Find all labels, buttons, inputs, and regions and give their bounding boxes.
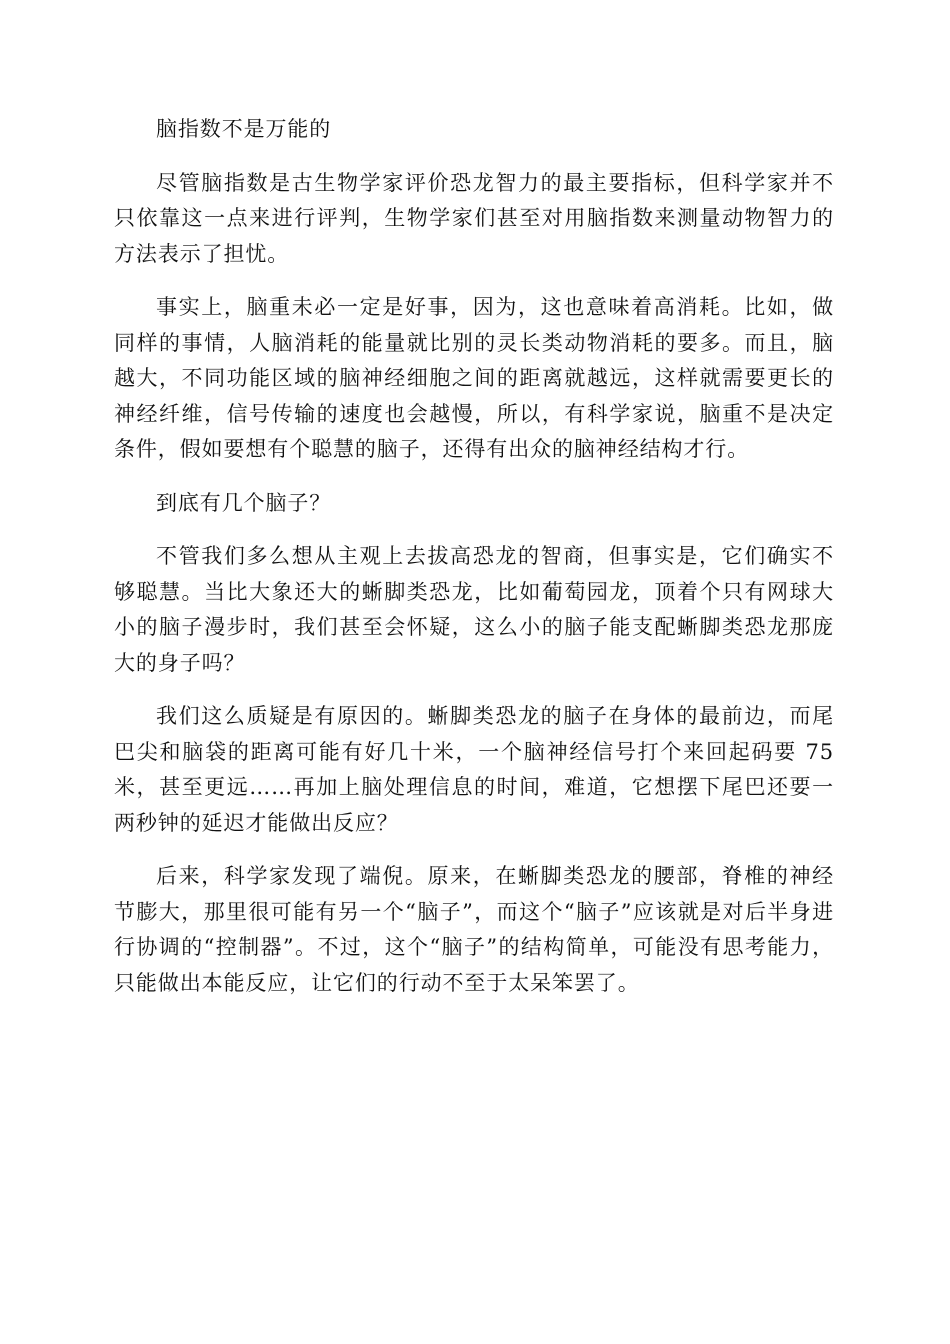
paragraph-sauropod-small-brain: 不管我们多么想从主观上去拔高恐龙的智商，但事实是，它们确实不够聪慧。当比大象还大的蜥脚类恐龙，比如葡萄园龙，顶着个只有网球大小的脑子漫步时，我们甚至会怀疑，这么小的脑子能支配蜥脚类恐龙那庞大的身子吗？: [114, 544, 834, 675]
document-body: [114, 112, 834, 1019]
section-heading-how-many-brains: 到底有几个脑子？: [156, 490, 332, 515]
paragraph-brain-weight-cost: 事实上，脑重未必一定是好事，因为，这也意味着高消耗。比如，做同样的事情，人脑消耗的能量就比别的灵长类动物消耗的要多。而且，脑越大，不同功能区域的脑神经细胞之间的距离就越远，这样就需要更长的神经纤维，信号传输的速度也会越慢，所以，有科学家说，脑重不是决定条件，假如要想有个聪慧的脑子，还得有出众的脑神经结构才行。: [114, 295, 834, 461]
paragraph-signal-distance: 我们这么质疑是有原因的。蜥脚类恐龙的脑子在身体的最前边，而尾巴尖和脑袋的距离可能有好几十米，一个脑神经信号打个来回起码要 75 米，甚至更远……再加上脑处理信息的时间，难道，它想摆下尾巴还要一两秒钟的延迟才能做出反应？: [114, 704, 834, 835]
paragraph-second-brain: 后来，科学家发现了端倪。原来，在蜥脚类恐龙的腰部，脊椎的神经节膨大，那里很可能有另一个“脑子”，而这个“脑子”应该就是对后半身进行协调的“控制器”。不过，这个“脑子”的结构简单，可能没有思考能力，只能做出本能反应，让它们的行动不至于太呆笨罢了。: [114, 864, 834, 995]
paragraph-brain-index-concern: 尽管脑指数是古生物学家评价恐龙智力的最主要指标，但科学家并不只依靠这一点来进行评判，生物学家们甚至对用脑指数来测量动物智力的方法表示了担忧。: [114, 170, 834, 266]
section-heading-brain-index: 脑指数不是万能的: [156, 117, 332, 141]
